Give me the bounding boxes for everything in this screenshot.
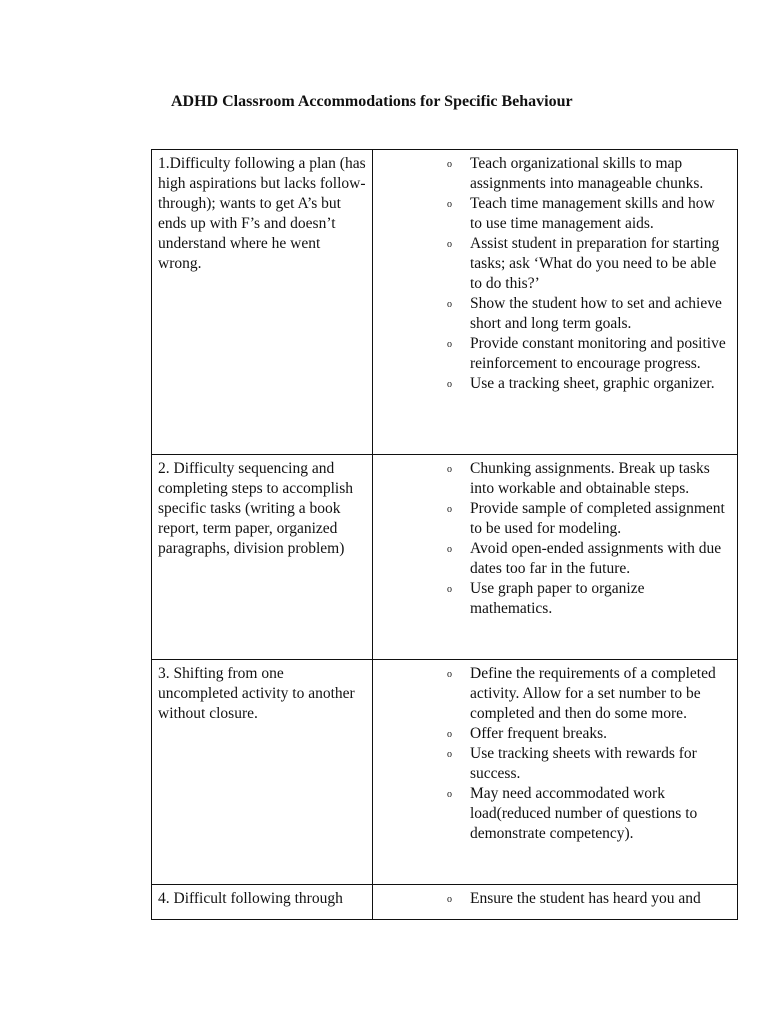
list-item — [373, 539, 729, 579]
table-row — [152, 150, 738, 455]
behaviour-cell: 1.Difficulty following a plan (has high aspirations but lacks follow-through); wants to get A’s but ends up with F’s and doesn’t understand where he went wrong. — [152, 150, 373, 455]
table-row — [152, 660, 738, 885]
list-item — [373, 154, 729, 194]
list-item-text: Assist student in preparation for starting tasks; ask ‘What do you need to be able to do this?’ — [470, 235, 720, 292]
list-item — [373, 334, 729, 374]
list-item-text: Use a tracking sheet, graphic organizer. — [470, 375, 715, 392]
accommodations-list — [373, 889, 729, 909]
bullet-icon: o — [447, 379, 452, 390]
accommodations-cell — [373, 660, 738, 885]
behaviour-cell: 2. Difficulty sequencing and completing steps to accomplish specific tasks (writing a book report, term paper, organized paragraphs, division problem) — [152, 455, 373, 660]
list-item — [373, 234, 729, 294]
list-item-text: Teach organizational skills to map assignments into manageable chunks. — [470, 155, 704, 192]
bullet-icon: o — [447, 729, 452, 740]
list-item — [373, 459, 729, 499]
list-item-text: May need accommodated work load(reduced number of questions to demonstrate competency). — [470, 785, 698, 842]
list-item-text: Ensure the student has heard you and — [470, 890, 701, 907]
list-item — [373, 374, 729, 394]
list-item-text: Chunking assignments. Break up tasks into workable and obtainable steps. — [470, 460, 710, 497]
behaviour-cell: 4. Difficult following through — [152, 885, 373, 920]
list-item — [373, 784, 729, 844]
list-item-text: Avoid open-ended assignments with due dates too far in the future. — [470, 540, 722, 577]
bullet-icon: o — [447, 199, 452, 210]
list-item — [373, 194, 729, 234]
bullet-icon: o — [447, 299, 452, 310]
list-item — [373, 499, 729, 539]
accommodations-list — [373, 459, 729, 619]
list-item-text: Define the requirements of a completed activity. Allow for a set number to be completed and then do some more. — [470, 665, 716, 722]
list-item — [373, 664, 729, 724]
bullet-icon: o — [447, 789, 452, 800]
list-item-text: Provide constant monitoring and positive reinforcement to encourage progress. — [470, 335, 726, 372]
table-row — [152, 455, 738, 660]
document-title: ADHD Classroom Accommodations for Specific Behaviour — [171, 93, 573, 110]
bullet-icon: o — [447, 339, 452, 350]
behaviour-cell: 3. Shifting from one uncompleted activity to another without closure. — [152, 660, 373, 885]
bullet-icon: o — [447, 894, 452, 905]
list-item-text: Provide sample of completed assignment to be used for modeling. — [470, 500, 725, 537]
list-item-text: Show the student how to set and achieve short and long term goals. — [470, 295, 722, 332]
list-item — [373, 724, 729, 744]
table-row — [152, 885, 738, 920]
bullet-icon: o — [447, 544, 452, 555]
bullet-icon: o — [447, 669, 452, 680]
accommodations-list — [373, 664, 729, 844]
accommodations-cell — [373, 455, 738, 660]
bullet-icon: o — [447, 504, 452, 515]
list-item-text: Offer frequent breaks. — [470, 725, 607, 742]
accommodations-cell — [373, 150, 738, 455]
accommodations-list — [373, 154, 729, 394]
bullet-icon: o — [447, 584, 452, 595]
list-item — [373, 579, 729, 619]
list-item-text: Teach time management skills and how to use time management aids. — [470, 195, 715, 232]
bullet-icon: o — [447, 159, 452, 170]
bullet-icon: o — [447, 749, 452, 760]
list-item-text: Use tracking sheets with rewards for success. — [470, 745, 697, 782]
bullet-icon: o — [447, 464, 452, 475]
list-item — [373, 294, 729, 334]
accommodations-table — [151, 149, 738, 920]
list-item — [373, 744, 729, 784]
list-item — [373, 889, 729, 909]
list-item-text: Use graph paper to organize mathematics. — [470, 580, 645, 617]
bullet-icon: o — [447, 239, 452, 250]
accommodations-cell — [373, 885, 738, 920]
